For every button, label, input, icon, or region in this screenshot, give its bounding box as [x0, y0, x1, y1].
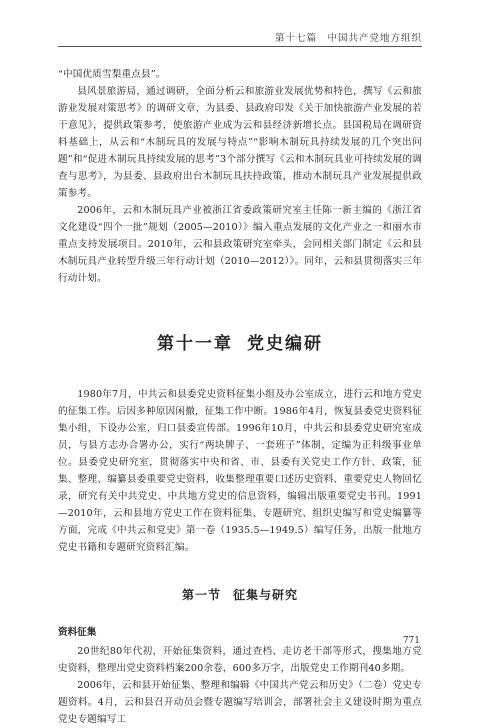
page-body [58, 66, 422, 728]
chapter-number: 第十一章 [157, 334, 233, 354]
paragraph: “中国优质雪梨重点县”。 [58, 69, 166, 80]
section-number: 第一节 [181, 588, 221, 602]
chapter-title [58, 329, 422, 354]
section-name: 征集与研究 [233, 588, 299, 602]
subsection-heading: 资料征集 [58, 627, 97, 638]
paragraph: 20世纪80年代初，开始征集资料，通过查档、走访老干部等形式，搜集地方党史资料，整理出党史资料档案200余卷，600多万字，出版党史工作期刊40多期。 [58, 646, 422, 674]
running-header [58, 30, 422, 47]
running-header-title: 第十七篇 中国共产党地方组织 [274, 33, 422, 44]
page-number: 771 [402, 636, 420, 646]
paragraph: 2006年，云和木制玩具产业被浙江省委政策研究室主任陈一新主编的《浙江省文化建设“四个一批”规划（2005—2010）》编入重点发展的文化产业之一和丽水市重点支持发展项目。2010年，云和县政策研究室牵头，会同相关部门制定《云和县木制玩具产业转型升级三年行动计划（2010—2012）》。同年，云和县贯彻落实三年行动计划。 [58, 205, 422, 284]
paragraph: 县风景旅游局，通过调研，全面分析云和旅游业发展优势和特色，撰写《云和旅游业发展对策思考》的调研文章，为县委、县政府印发《关于加快旅游产业发展的若干意见》，提供政策参考，使旅游产业成为云和县经济新增长点。县国税局在调研资料基础上，从云和“木制玩具的发展与特点”“影响木制玩具持续发展的几个突出问题”和“促进木制玩具持续发展的思考”3个部分撰写《云和木制玩具业可持续发展的调查与思考》，为县委、县政府出台木制玩具扶持政策，推动木制玩具产业发展提供政策参考。 [58, 86, 422, 199]
section-title [58, 586, 422, 603]
chapter-name: 党史编研 [247, 334, 323, 354]
paragraph: 1980年7月，中共云和县委党史资料征集小组及办公室成立，进行云和地方党史的征集工作。后因多种原因闲撤，征集工作中断。1986年4月，恢复县委党史资料征集小组，下设办公室，归口县委宣传部。1996年10月，中共云和县委党史研究室成员，与县方志办合署办公，实行“两块牌子、一套班子”体制，定编为正科级事业单位。县委党史研究室，贯彻落实中央和省、市、县委有关党史工作方针、政策，征集、整理、编纂县委重要党史资料，收集整理重要口述历史资料、重要党史人物回忆录，研究有关中共党史、中共地方党史的信息资料，编辑出版重要党史书刊。1991—2010年，云和县地方党史工作在资料征集、专题研究、组织史编写和党史编纂等方面，完成《中共云和党史》第一卷（1935.5—1949.5）编写任务，出版一批地方党史书籍和专题研究资料汇编。 [58, 389, 422, 553]
paragraph: 2006年，云和县开始征集、整理和编辑《中国共产党云和历史》（二卷）党史专题资料。4月，云和县召开动员会暨专题编写培训会，部署社会主义建设时期为重点党史专题编写工 [58, 680, 422, 725]
